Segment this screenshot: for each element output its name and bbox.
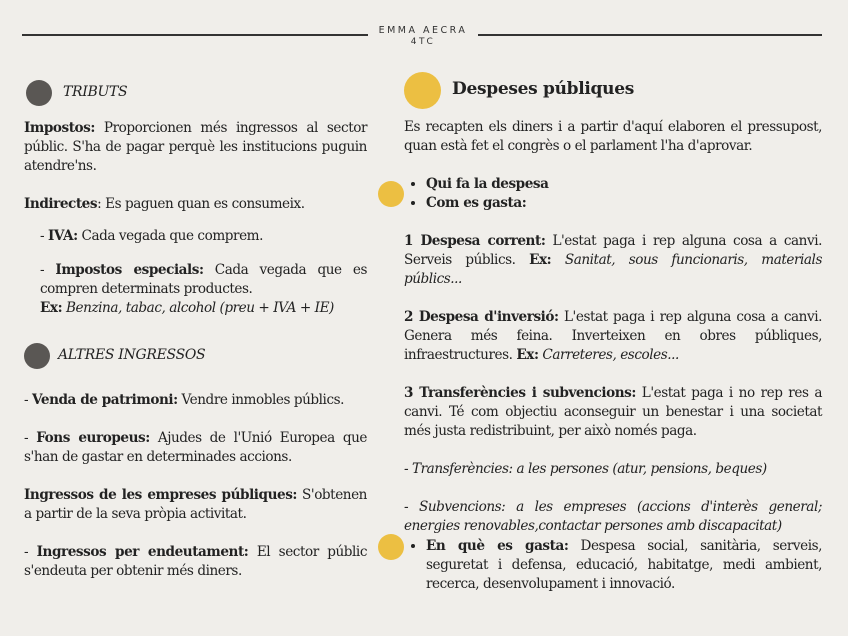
transferencies-persones: - Transferències: a les persones (atur, pensions, beques)	[404, 461, 767, 477]
bullet-dot-icon	[24, 343, 50, 369]
author-name: EMMA AECRA	[378, 25, 468, 36]
altres-heading	[24, 343, 367, 373]
fons-paragraph: - Fons europeus: Ajudes de l'Unió Europea que s'han de gastar en determinades accions.	[24, 430, 367, 465]
tributs-heading	[24, 80, 367, 110]
despesa-inversio-paragraph: 2 Despesa d'inversió: L'estat paga i rep alguna cosa a canvi. Genera més feina. Inverteixen en obres públiques, infraestructures. Ex: Carreteres, escoles...	[404, 309, 822, 363]
impostos-paragraph: Impostos: Proporcionen més ingressos al sector públic. S'ha de pagar perquè les institucions puguin atendre'ns.	[24, 120, 367, 174]
title-dot-icon	[404, 72, 441, 109]
right-column	[404, 118, 822, 156]
page-title: Despeses públiques	[452, 79, 634, 99]
list-item: • Qui fa la despesa	[426, 175, 822, 194]
transferencies-paragraph: 3 Transferències i subvencions: L'estat paga i no rep res a canvi. Té com objectiu aconseguir un benestar i una societat més justa redistribuint, per això només paga.	[404, 385, 822, 439]
left-column-lower	[24, 343, 367, 581]
list-item: • En què es gasta: Despesa social, sanitària, serveis, seguretat i defensa, educació, habitatge, medi ambient, recerca, desenvolupament i innovació.	[426, 537, 822, 594]
iva-paragraph: - IVA: Cada vegada que comprem.	[40, 228, 263, 244]
empreses-paragraph: Ingressos de les empreses públiques: S'obtenen a partir de la seva pròpia activitat.	[24, 487, 367, 522]
gasta-section	[404, 537, 822, 594]
indirectes-paragraph: Indirectes: Es paguen quan es consumeix.	[24, 196, 305, 212]
bullet-dot-icon	[378, 181, 404, 207]
section-title-altres: ALTRES INGRESSOS	[58, 347, 206, 363]
subvencions-empreses: - Subvencions: a les empreses (accions d'interès general; energies renovables,contactar persones amb discapacitat)	[404, 499, 822, 534]
class-label: 4TC	[410, 37, 436, 47]
despesa-bullets	[404, 175, 822, 213]
despesa-corrent-paragraph: 1 Despesa corrent: L'estat paga i rep alguna cosa a canvi. Serveis públics. Ex: Sanitat, sous funcionaris, materials públics...	[404, 233, 822, 287]
header-rule-right	[478, 34, 822, 36]
list-item: • Com es gasta:	[426, 194, 822, 213]
impostos-especials-paragraph: - Impostos especials: Cada vegada que es compren determinats productes.	[40, 262, 368, 297]
section-title-tributs: TRIBUTS	[63, 84, 128, 100]
impostos-especials-example: Ex: Benzina, tabac, alcohol (preu + IVA + IE)	[40, 300, 334, 316]
intro-paragraph: Es recapten els diners i a partir d'aquí elaboren el pressupost, quan està fet el congrès o el parlament l'ha d'aprovar.	[404, 119, 822, 154]
bullet-dot-icon	[378, 534, 404, 560]
despeses-types	[404, 232, 822, 536]
left-column	[24, 80, 367, 318]
endeutament-paragraph: - Ingressos per endeutament: El sector públic s'endeuta per obtenir més diners.	[24, 544, 367, 579]
header-rule-left	[22, 34, 368, 36]
bullet-dot-icon	[26, 80, 52, 106]
venda-paragraph: - Venda de patrimoni: Vendre inmobles públics.	[24, 392, 345, 408]
